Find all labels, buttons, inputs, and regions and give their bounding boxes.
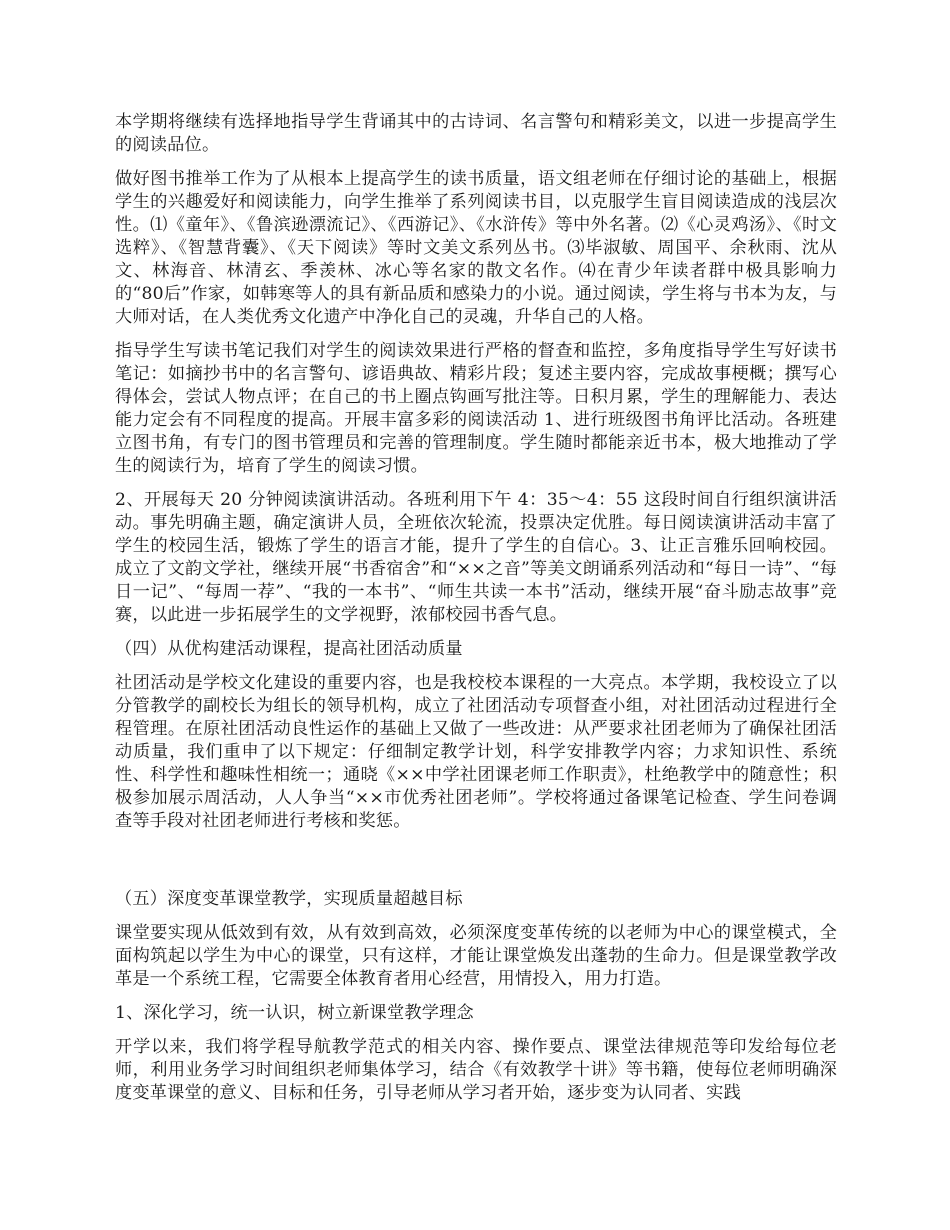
heading-section-5: （五）深度变革课堂教学，实现质量超越目标: [115, 889, 463, 909]
paragraph-club-activities: 社团活动是学校文化建设的重要内容，也是我校校本课程的一大亮点。本学期，我校设立了以分管教学的副校长为组长的领导机构，成立了社团活动专项督查小组，对社团活动过程进行全程管理。在原社团活动良性运作的基础上又做了一些改进：从严要求社团老师为了确保社团活动质量，我们重申了以下规定：仔细制定教学计划，科学安排教学内容；力求知识性、系统性、科学性和趣味性相统一；通晓《××中学社团课老师工作职责》，杜绝教学中的随意性；积极参加展示周活动，人人争当“××市优秀社团老师”。学校将通过备课笔记检查、学生问卷调查等手段对社团老师进行考核和奖惩。: [115, 673, 837, 831]
paragraph-book-recommendation: 做好图书推举工作为了从根本上提高学生的读书质量，语文组老师在仔细讨论的基础上，根据学生的兴趣爱好和阅读能力，向学生推举了系列阅读书目，以克服学生盲目阅读造成的浅层次性。⑴《童年》、《鲁滨逊漂流记》、《西游记》、《水浒传》等中外名著。⑵《心灵鸡汤》、《时文选粹》、《智慧背囊》、《天下阅读》等时文美文系列丛书。⑶毕淑敏、周国平、余秋雨、沈从文、林海音、林清玄、季羡林、冰心等名家的散文名作。⑷在青少年读者群中极具影响力的“80后”作家，如韩寒等人的具有新品质和感染力的小说。通过阅读，学生将与书本为友，与大师对话，在人类优秀文化遗产中净化自己的灵魂，升华自己的人格。: [115, 169, 837, 327]
paragraph-speech-activity: 2、开展每天 20 分钟阅读演讲活动。各班利用下午 4：35～4：55 这段时间自行组织演讲活动。事先明确主题，确定演讲人员，全班依次轮流，投票决定优胜。每日阅读演讲活动丰富了学生的校园生活，锻炼了学生的语言才能，提升了学生的自信心。3、让正言雅乐回响校园。成立了文韵文学社，继续开展“书香宿舍”和“××之音”等美文朗诵系列活动和“每日一诗”、“每日一记”、“每周一荐”、“我的一本书”、“师生共读一本书”活动，继续开展“奋斗励志故事”竞赛，以此进一步拓展学生的文学视野，浓郁校园书香气息。: [115, 490, 837, 625]
document-page: [115, 111, 837, 1116]
heading-subsection-1: 1、深化学习，统一认识，树立新课堂教学理念: [115, 1003, 474, 1023]
paragraph-classroom-reform: 课堂要实现从低效到有效，从有效到高效，必须深度变革传统的以老师为中心的课堂模式，全面构筑起以学生为中心的课堂，只有这样，才能让课堂焕发出蓬勃的生命力。但是课堂教学改革是一个系统工程，它需要全体教育者用心经营，用情投入，用力打造。: [115, 923, 837, 989]
heading-section-4: （四）从优构建活动课程，提高社团活动质量: [115, 639, 463, 659]
paragraph-reading-notes: 指导学生写读书笔记我们对学生的阅读效果进行严格的督查和监控，多角度指导学生写好读书笔记：如摘抄书中的名言警句、谚语典故、精彩片段；复述主要内容，完成故事梗概；撰写心得体会，尝试人物点评；在自己的书上圈点钩画写批注等。日积月累，学生的理解能力、表达能力定会有不同程度的提高。开展丰富多彩的阅读活动 1、进行班级图书角评比活动。各班建立图书角，有专门的图书管理员和完善的管理制度。学生随时都能亲近书本，极大地推动了学生的阅读行为，培育了学生的阅读习惯。: [115, 341, 837, 476]
paragraph-recitation: 本学期将继续有选择地指导学生背诵其中的古诗词、名言警句和精彩美文，以进一步提高学生的阅读品位。: [115, 112, 837, 155]
section-gap: [115, 844, 837, 888]
paragraph-teacher-study: 开学以来，我们将学程导航教学范式的相关内容、操作要点、课堂法律规范等印发给每位老师，利用业务学习时间组织老师集体学习，结合《有效教学十讲》等书籍，使每位老师明确深度变革课堂的意义、目标和任务，引导老师从学习者开始，逐步变为认同者、实践: [115, 1037, 837, 1103]
